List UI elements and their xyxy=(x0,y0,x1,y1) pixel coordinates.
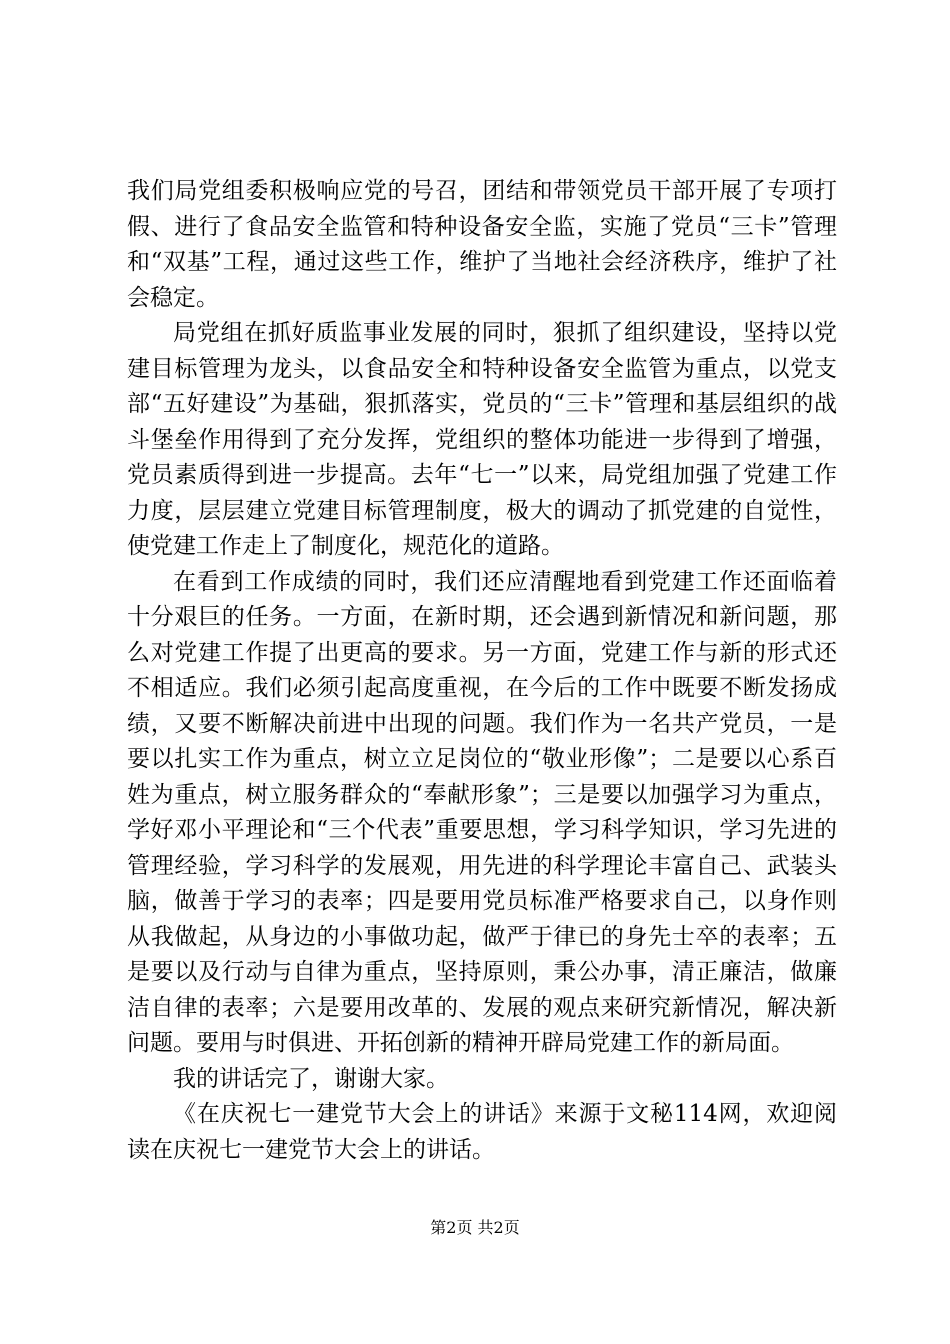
paragraph: 在看到工作成绩的同时，我们还应清醒地看到党建工作还面临着十分艰巨的任务。一方面，在新时期，还会遇到新情况和新问题，那么对党建工作提了出更高的要求。另一方面，党建工作与新的形式还不相适应。我们必须引起高度重视，在今后的工作中既要不断发扬成绩，又要不断解决前进中出现的问题。我们作为一名共产党员，一是要以扎实工作为重点，树立立足岗位的“敬业形像”；二是要以心系百姓为重点，树立服务群众的“奉献形象”；三是要以加强学习为重点，学好邓小平理论和“三个代表”重要思想，学习科学知识，学习先进的管理经验，学习科学的发展观，用先进的科学理论丰富自己、武装头脑，做善于学习的表率；四是要用党员标准严格要求自己，以身作则从我做起，从身边的小事做功起，做严于律已的身先士卒的表率；五是要以及行动与自律为重点，坚持原则，秉公办事，清正廉洁，做廉洁自律的表率；六是要用改革的、发展的观点来研究新情况，解决新问题。要用与时俱进、开拓创新的精神开辟局党建工作的新局面。 xyxy=(127,568,837,1056)
page-footer xyxy=(0,1218,950,1238)
paragraph: 我的讲话完了，谢谢大家。 xyxy=(173,1065,449,1092)
paragraph: 局党组在抓好质监事业发展的同时，狠抓了组织建设，坚持以党建目标管理为龙头，以食品安全和特种设备安全监管为重点，以党支部“五好建设”为基础，狠抓落实，党员的“三卡”管理和基层组织的战斗堡垒作用得到了充分发挥，党组织的整体功能进一步得到了增强，党员素质得到进一步提高。去年“七一”以来，局党组加强了党建工作力度，层层建立党建目标管理制度，极大的调动了抓党建的自觉性，使党建工作走上了制度化，规范化的道路。 xyxy=(127,320,837,559)
document-body xyxy=(127,174,837,1168)
page-number: 第2页 共2页 xyxy=(430,1218,520,1237)
paragraph: 《在庆祝七一建党节大会上的讲话》来源于文秘114网，欢迎阅读在庆祝七一建党节大会上的讲话。 xyxy=(127,1101,837,1163)
paragraph: 我们局党组委积极响应党的号召，团结和带领党员干部开展了专项打假、进行了食品安全监管和特种设备安全监，实施了党员“三卡”管理和“双基”工程，通过这些工作，维护了当地社会经济秩序，维护了社会稳定。 xyxy=(127,178,837,311)
